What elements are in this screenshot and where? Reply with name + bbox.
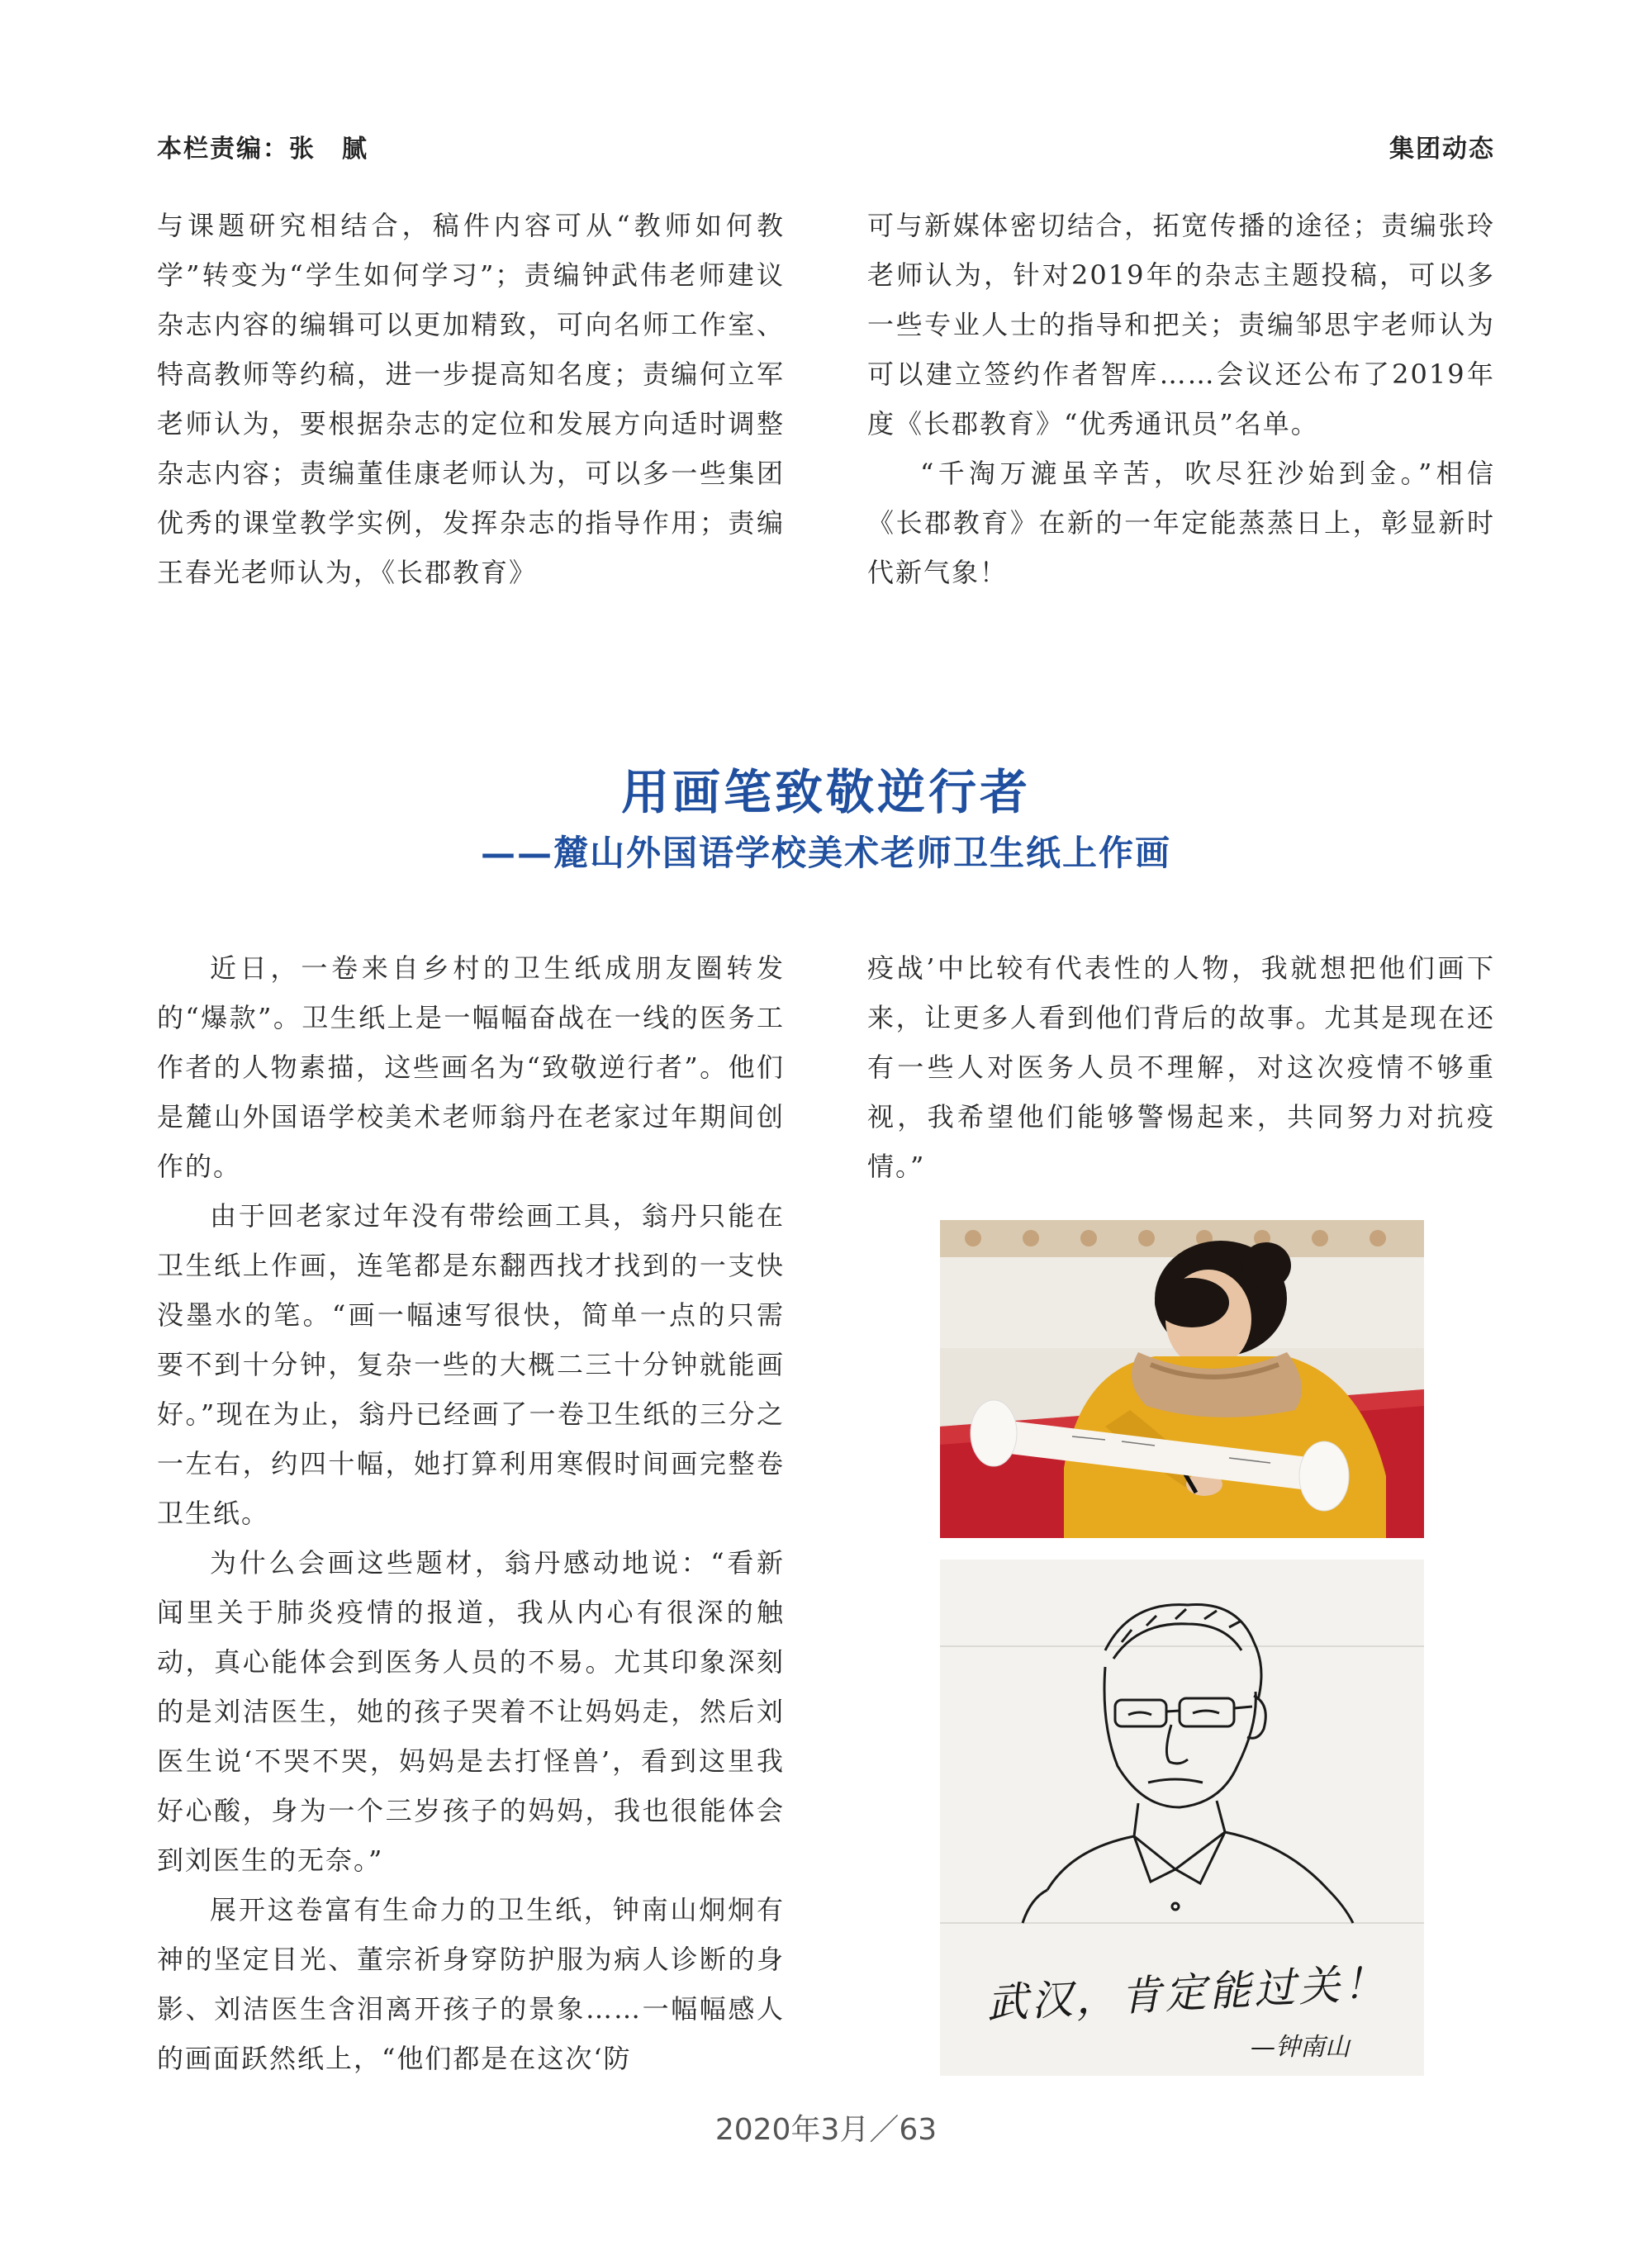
paragraph: 与课题研究相结合，稿件内容可从“教师如何教学”转变为“学生如何学习”；责编钟武伟老师建议杂志内容的编辑可以更加精致，可向名师工作室、特高教师等约稿，进一步提高知名度；责编何立军老师认为，要根据杂志的定位和发展方向适时调整杂志内容；责编董佳康老师认为，可以多一些集团优秀的课堂教学实例，发挥杂志的指导作用；责编王春光老师认为，《长郡教育》 (157, 210, 785, 588)
zhong-nanshan-sketch (940, 1560, 1424, 2076)
sketch-caption: 武汉，肯定能过关！ (985, 1959, 1389, 2028)
previous-article-right-column (867, 201, 1495, 597)
paragraph: 可与新媒体密切结合，拓宽传播的途径；责编张玲老师认为，针对2019年的杂志主题投稿，可以多一些专业人士的指导和把关；责编邹思宇老师认为可以建立签约作者智库……会议还公布了2019年度《长郡教育》“优秀通讯员”名单。 (867, 210, 1495, 439)
paragraph: 为什么会画这些题材，翁丹感动地说：“看新闻里关于肺炎疫情的报道，我从内心有很深的触动，真心能体会到医务人员的不易。尤其印象深刻的是刘洁医生，她的孩子哭着不让妈妈走，然后刘医生说‘不哭不哭，妈妈是去打怪兽’，看到这里我好心酸，身为一个三岁孩子的妈妈，我也很能体会到刘医生的无奈。” (157, 1547, 785, 1876)
article-right-column (867, 943, 1495, 1191)
sketch-signature: —钟南山 (1251, 2033, 1350, 2062)
paragraph: 近日，一卷来自乡村的卫生纸成朋友圈转发的“爆款”。卫生纸上是一幅幅奋战在一线的医务工作者的人物素描，这些画名为“致敬逆行者”。他们是麓山外国语学校美术老师翁丹在老家过年期间创作的。 (157, 952, 785, 1182)
article-subtitle: ——麓山外国语学校美术老师卫生纸上作画 (480, 833, 1171, 873)
section-name: 集团动态 (1389, 135, 1495, 164)
editor-credit: 本栏责编：张 腻 (157, 135, 368, 164)
paragraph: 疫战’中比较有代表性的人物，我就想把他们画下来，让更多人看到他们背后的故事。尤其是现在还有一些人对医务人员不理解，对这次疫情不够重视，我希望他们能够警惕起来，共同努力对抗疫情。” (867, 952, 1495, 1182)
page-number: 2020年3月／63 (714, 2113, 938, 2147)
teacher-drawing-photo (940, 1220, 1424, 1538)
paragraph: 展开这卷富有生命力的卫生纸，钟南山炯炯有神的坚定目光、董宗祈身穿防护服为病人诊断的身影、刘洁医生含泪离开孩子的景象……一幅幅感人的画面跃然纸上，“他们都是在这次‘防 (157, 1894, 785, 2074)
paragraph: “千淘万漉虽辛苦，吹尽狂沙始到金。”相信《长郡教育》在新的一年定能蒸蒸日上，彰显新时代新气象！ (867, 458, 1495, 588)
teacher-photo-illustration (940, 1220, 1424, 1538)
paragraph: 由于回老家过年没有带绘画工具，翁丹只能在卫生纸上作画，连笔都是东翻西找才找到的一支快没墨水的笔。“画一幅速写很快，简单一点的只需要不到十分钟，复杂一些的大概二三十分钟就能画好。”现在为止，翁丹已经画了一卷卫生纸的三分之一左右，约四十幅，她打算利用寒假时间画完整卷卫生纸。 (157, 1200, 785, 1529)
article-left-column (157, 943, 785, 2083)
previous-article-left-column (157, 201, 785, 597)
article-title: 用画笔致敬逆行者 (620, 764, 1031, 820)
